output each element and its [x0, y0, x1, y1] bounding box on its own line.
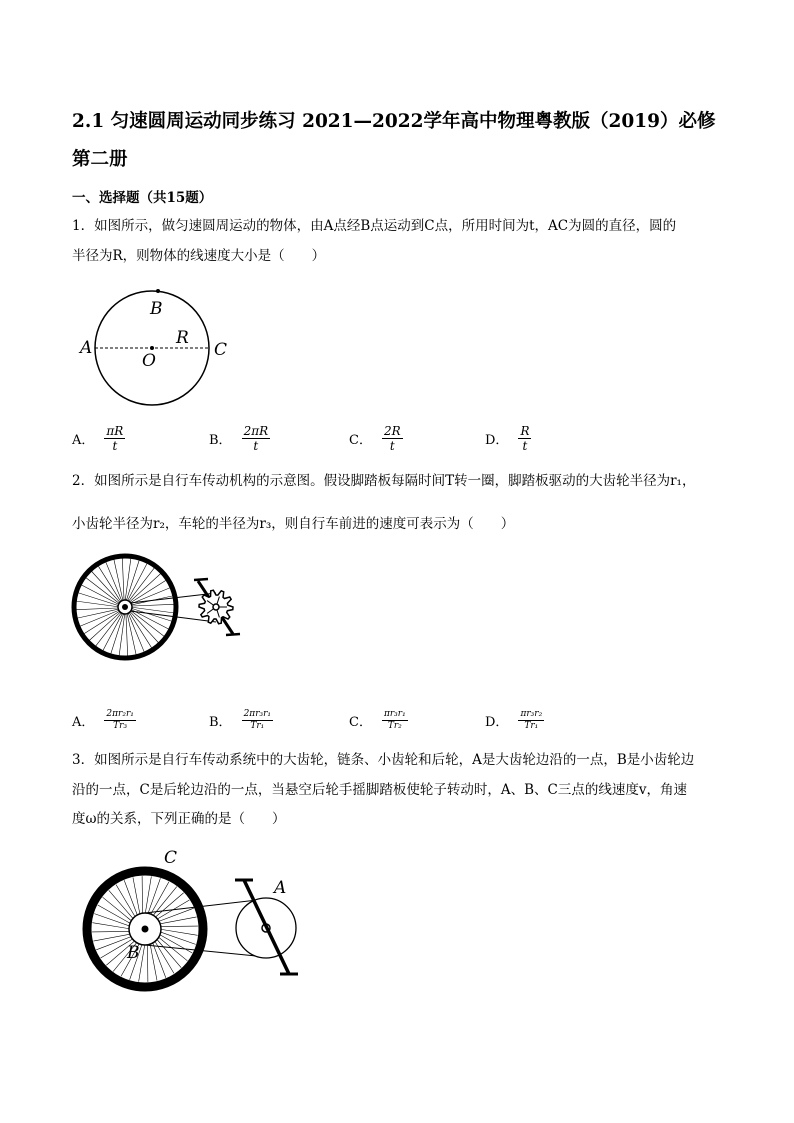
q2-option-a[interactable]: A． $\frac{\text{2πr₂r₁}}{\text{Tr₃}}$	[72, 708, 134, 731]
q3-text-line2: 沿的一点，C是后轮边沿的一点，当悬空后轮手摇脚踏板使轮子转动时，A、B、C三点的线速度v，角速	[72, 782, 687, 798]
q3-text-line1: 3．如图所示是自行车传动系统中的大齿轮，链条、小齿轮和后轮，A是大齿轮边沿的一点，B是小齿轮边	[72, 752, 695, 768]
spoke	[92, 571, 122, 604]
q1-options	[72, 418, 672, 458]
spoke	[133, 877, 140, 915]
label-o: O	[142, 351, 156, 371]
spoke	[158, 934, 192, 953]
q2-option-d[interactable]: D． $\frac{\text{πr₃r₂}}{\text{Tr₁}}$	[485, 708, 543, 731]
spoke	[158, 917, 196, 924]
label-b: B	[150, 299, 163, 319]
spoke	[116, 885, 136, 919]
q3-text-line3: 度ω的关系，下列正确的是（ ）	[72, 811, 286, 827]
label-a: A	[274, 878, 287, 898]
spoke	[77, 609, 120, 618]
q3-bicycle-drive-figure	[80, 843, 310, 993]
point-b	[156, 289, 160, 293]
center-point	[150, 346, 154, 350]
q1-circle-figure	[72, 285, 242, 410]
spoke	[154, 940, 174, 974]
spoke	[127, 563, 147, 602]
q2-options	[72, 700, 672, 740]
spoke	[114, 559, 123, 602]
spoke	[126, 612, 128, 656]
spoke	[122, 558, 124, 602]
spoke	[103, 612, 123, 651]
spoke	[93, 934, 131, 941]
q1-option-c[interactable]: C． $\frac{2R}{t}$	[349, 423, 401, 453]
spoke	[129, 610, 159, 643]
spoke	[76, 608, 120, 610]
spoke	[92, 923, 131, 929]
q2-option-c[interactable]: C． $\frac{\text{πr₃r₁}}{\text{Tr₂}}$	[349, 708, 406, 731]
spoke	[150, 942, 157, 980]
spoke	[81, 585, 120, 605]
q2-bicycle-drive-figure	[70, 552, 250, 667]
q2-option-b[interactable]: B． $\frac{\text{2πr₃r₁}}{\text{Tr₁}}$	[209, 708, 272, 731]
q1-text-line1: 1．如图所示，做匀速圆周运动的物体，由A点经B点运动到C点，所用时间为t，AC为圆的直径，圆的	[72, 218, 677, 234]
spoke	[157, 908, 194, 922]
spoke	[159, 931, 196, 944]
spoke	[128, 574, 161, 604]
section-heading: 一、选择题（共15题）	[72, 190, 213, 206]
spoke	[127, 612, 136, 655]
q2-text-line1: 2．如图所示是自行车传动机构的示意图。假设脚踏板每隔时间T转一圈，脚踏板驱动的大齿轮半径为r₁，	[72, 473, 696, 489]
label-c: C	[164, 848, 178, 868]
spoke	[130, 604, 174, 606]
spoke	[147, 878, 160, 915]
spoke	[98, 905, 132, 924]
label-c: C	[214, 340, 228, 360]
q1-option-a[interactable]: A． $\frac{\pi R}{t}$	[72, 423, 124, 453]
label-r: R	[176, 328, 189, 348]
q1-option-d[interactable]: D． $\frac{R}{t}$	[485, 423, 530, 453]
label-b: B	[127, 943, 140, 963]
spoke	[89, 611, 122, 641]
rear-axle	[142, 926, 149, 933]
document-title: 2.1 匀速圆周运动同步练习 2021—2022学年高中物理粤教版（2019）必修第二册	[72, 111, 716, 170]
q1-text-line2: 半径为R，则物体的线速度大小是（ ）	[72, 248, 326, 264]
spoke	[139, 943, 145, 982]
label-a: A	[80, 338, 93, 358]
spoke	[94, 914, 131, 927]
q2-text-line2: 小齿轮半径为r₂，车轮的半径为r₃，则自行车前进的速度可表示为（ ）	[72, 516, 515, 532]
spoke	[145, 876, 151, 915]
spoke	[124, 880, 138, 917]
q1-option-b[interactable]: B． $\frac{2\pi R}{t}$	[209, 423, 269, 453]
spoke	[159, 929, 198, 935]
